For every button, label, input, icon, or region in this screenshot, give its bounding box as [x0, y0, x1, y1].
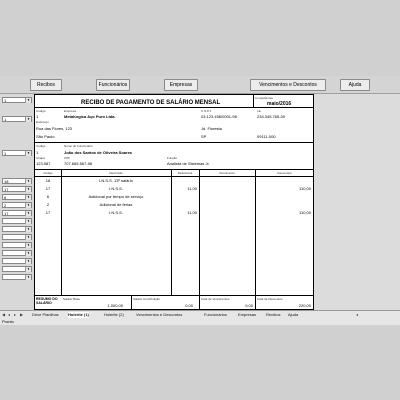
row-referencia: 11,00 [187, 210, 197, 215]
tab-empresas[interactable]: Empresas [238, 312, 257, 317]
selector-value: 2 [4, 203, 7, 208]
sheet-tab-bar [0, 310, 400, 318]
row-codigo: 6 [46, 194, 50, 199]
resumo-label: RESUMO DO SALÁRIO [36, 297, 58, 305]
tab-drive-planilhas[interactable]: Drive Planilhas [32, 312, 59, 317]
prev-sheet-icon[interactable]: ◂ [8, 312, 11, 317]
bairro-value: Jd. Floresta [201, 126, 222, 131]
contrib-label: Salário Contribuição [133, 297, 161, 301]
chevron-down-icon[interactable]: ▼ [27, 98, 30, 102]
chevron-down-icon[interactable]: ▼ [27, 195, 30, 199]
item-selector[interactable] [2, 266, 32, 272]
chevron-down-icon[interactable]: ▼ [27, 117, 30, 121]
funcionario-selector[interactable] [2, 150, 32, 156]
row-codigo: 17 [45, 210, 51, 215]
payslip-form [34, 94, 314, 310]
empresa-label: Empresa [64, 109, 77, 113]
cpf-value: 707.665.567-98 [64, 161, 93, 166]
empresa-name: Metalúrgica Aço Puro Ltda. [64, 114, 116, 119]
chevron-down-icon[interactable]: ▼ [27, 211, 30, 215]
col-divider [131, 295, 132, 310]
empresa-selector[interactable] [2, 97, 32, 103]
col-header-descricao: Descrição [109, 171, 123, 175]
item-selector[interactable] [2, 234, 32, 240]
col-divider [199, 295, 200, 310]
col-header-vencimento: Vencimento [219, 171, 235, 175]
row-descricao: Adicional de férias [99, 202, 133, 207]
tab-vencimentos-descontos[interactable]: Vencimentos e Descontos [136, 312, 183, 317]
tab-holerite-2[interactable]: Holerite (2) [104, 312, 124, 317]
item-selector[interactable] [2, 210, 32, 216]
chevron-down-icon[interactable]: ▼ [27, 267, 30, 271]
workspace-top-area [0, 0, 400, 76]
cpf-label: CPF [64, 156, 70, 160]
divider [253, 95, 254, 107]
chevron-down-icon[interactable]: ▼ [27, 187, 30, 191]
item-selector[interactable] [2, 250, 32, 256]
recibos-button[interactable]: Recibos [30, 79, 62, 91]
status-bar [0, 318, 400, 325]
salario-label: Salário Base [63, 297, 81, 301]
row-codigo: 18 [45, 178, 51, 183]
item-selector[interactable] [2, 242, 32, 248]
status-text: Pronto [2, 319, 14, 324]
scroll-left-icon[interactable]: ◂ [356, 312, 359, 317]
workspace-bottom-area [0, 325, 400, 400]
workspace-right-area [314, 94, 400, 310]
selector-value: 17 [4, 211, 9, 216]
row-codigo: 2 [46, 202, 50, 207]
chevron-down-icon[interactable]: ▼ [27, 203, 30, 207]
funcionarios-button[interactable]: Funcionários [96, 79, 130, 91]
item-selector[interactable] [2, 202, 32, 208]
selector-column [0, 94, 34, 310]
chevron-down-icon[interactable]: ▼ [27, 151, 30, 155]
competencia-label: Competência [255, 96, 273, 100]
item-selector[interactable] [2, 274, 32, 280]
selector-value: 17 [4, 187, 9, 192]
divider [35, 295, 314, 296]
first-sheet-icon[interactable]: ◀ [2, 312, 6, 317]
chevron-down-icon[interactable]: ▼ [27, 251, 30, 255]
next-sheet-icon[interactable]: ▸ [14, 312, 17, 317]
selector-value: 6 [4, 195, 7, 200]
item-selector[interactable] [2, 218, 32, 224]
col-header-descontos: Descontos [277, 171, 292, 175]
divider [35, 107, 314, 108]
empresa-code-selector[interactable] [2, 116, 32, 122]
funcao-label: Função [167, 156, 178, 160]
empresa-codigo: 1 [36, 114, 39, 119]
item-selector[interactable] [2, 186, 32, 192]
salario-value: 1.000,00 [107, 303, 123, 308]
cnpj-label: C.N.P.J. [201, 109, 212, 113]
cidade-value: São Paulo [36, 134, 55, 139]
funcao-value: Analista de Sistemas Jr. [167, 161, 210, 166]
func-codigo-value: 1 [36, 150, 39, 155]
row-codigo: 17 [45, 186, 51, 191]
uf-value: SP [201, 134, 207, 139]
col-divider [199, 169, 200, 295]
row-desconto: 110,00 [299, 186, 311, 191]
row-descricao: I.N.S.S. 13º salário [99, 178, 133, 183]
codigo-label: Código [36, 109, 46, 113]
col-divider [255, 295, 256, 310]
item-selector[interactable] [2, 194, 32, 200]
row-descricao: Adicional por tempo de serviço [88, 194, 144, 199]
chevron-down-icon[interactable]: ▼ [27, 243, 30, 247]
divider [35, 169, 314, 170]
chevron-down-icon[interactable]: ▼ [27, 219, 30, 223]
empresas-button[interactable]: Empresas [164, 79, 198, 91]
macro-toolbar [0, 76, 400, 94]
chevron-down-icon[interactable]: ▼ [27, 179, 30, 183]
selector-value: 1 [4, 151, 7, 156]
vencimentos-descontos-button[interactable]: Vencimentos e Descontos [250, 79, 326, 91]
chevron-down-icon[interactable]: ▼ [27, 227, 30, 231]
endereco-value: Rua das Flores, 123 [36, 126, 73, 131]
func-nome-value: João dos Santos de Oliveira Soares [64, 150, 133, 155]
ie-value: 234.345.765-00 [257, 114, 286, 119]
col-header-codigo: Código [43, 171, 53, 175]
chapa-label: Chapa [36, 156, 45, 160]
competencia-value: maio/2016 [267, 101, 292, 107]
selector-value: 18 [4, 179, 9, 184]
total-desc-value: 220,00 [298, 303, 311, 308]
tab-funcionarios[interactable]: Funcionários [204, 312, 227, 317]
last-sheet-icon[interactable]: ▶ [20, 312, 24, 317]
payslip-title: RECIBO DE PAGAMENTO DE SALÁRIO MENSAL [81, 100, 221, 106]
func-nome-label: Nome do Funcionário [64, 144, 93, 148]
row-descricao: I.N.S.S. [109, 210, 123, 215]
row-desconto: 110,00 [299, 210, 311, 215]
chevron-down-icon[interactable]: ▼ [27, 275, 30, 279]
ajuda-button[interactable]: Ajuda [340, 79, 370, 91]
selector-value: 1 [4, 117, 7, 122]
item-selector[interactable] [2, 226, 32, 232]
selector-value: 1 [4, 98, 7, 103]
item-selector[interactable] [2, 178, 32, 184]
total-venc-label: Total de Vencimentos [201, 297, 230, 301]
col-header-referencia: Referência [177, 171, 193, 175]
endereco-label: Endereço [36, 120, 49, 124]
item-selector[interactable] [2, 258, 32, 264]
divider [35, 142, 314, 143]
ie-label: I.E. [257, 109, 262, 113]
tab-recibos[interactable]: Recibos [266, 312, 281, 317]
chevron-down-icon[interactable]: ▼ [27, 259, 30, 263]
row-referencia: 11,00 [187, 186, 197, 191]
cep-value: 09111-000 [257, 134, 276, 139]
tab-ajuda[interactable]: Ajuda [288, 312, 299, 317]
divider [35, 176, 314, 177]
row-descricao: I.N.S.S. [109, 186, 123, 191]
chevron-down-icon[interactable]: ▼ [27, 235, 30, 239]
cnpj-value: 03.123.456/0001-98 [201, 114, 237, 119]
tab-holerite-1[interactable]: Holerite (1) [68, 312, 89, 317]
total-venc-value: 0,00 [245, 303, 253, 308]
total-desc-label: Total de Descontos [257, 297, 283, 301]
chapa-value: 123.987 [36, 161, 51, 166]
contrib-value: 0,00 [185, 303, 193, 308]
func-codigo-label: Código [36, 144, 46, 148]
